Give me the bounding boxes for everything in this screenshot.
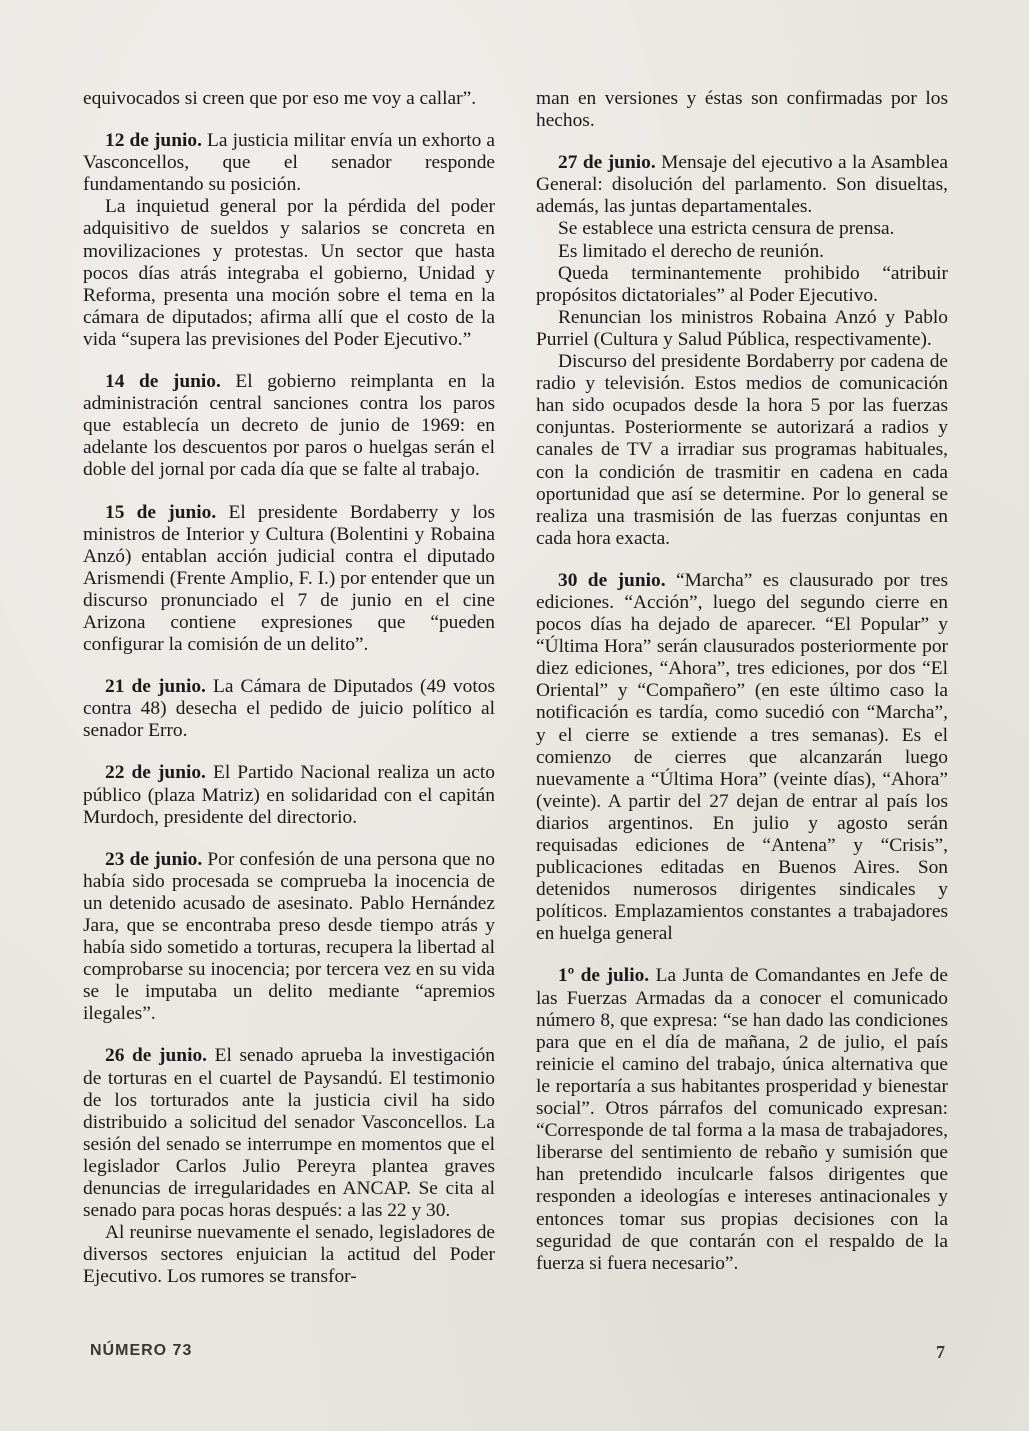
entry-text: Mensaje del ejecutivo a la Asamblea General: disolución del parlamento. Son disueltas, además, las juntas departamentales.: [536, 152, 948, 218]
chronology-entry: [83, 130, 495, 196]
entry-date: 15 de junio.: [105, 501, 217, 523]
chronology-entry: [83, 502, 495, 657]
paragraph: Queda terminantemente prohibido “atribuir propósitos dictatoriales” al Poder Ejecutivo.: [536, 262, 948, 306]
paragraph: man en versiones y éstas son confirmadas por los hechos.: [536, 88, 948, 132]
chronology-entry: [83, 371, 495, 481]
paragraph: Renuncian los ministros Robaina Anzó y Pablo Purriel (Cultura y Salud Pública, respectivamente).: [536, 306, 948, 350]
page-number: 7: [936, 1342, 946, 1362]
paragraph: Es limitado el derecho de reunión.: [558, 240, 824, 262]
entry-text: La Junta de Comandantes en Jefe de las Fuerzas Armadas da a conocer el comunicado número 8, que expresa: “se han dado las condiciones para que en el día de mañana, 2 de julio, el país reinicie el camino del trabajo, única alternativa que le reportaría a sus habitantes prosperidad y bienestar social”. Otros párrafos del comunicado expresan: “Corresponde de tal forma a la masa de trabajadores, liberarse del sentimiento de rebaño y sumisión que han pretendido inculcarle falsos dirigentes que responden a ideologías e intereses antinacionales y entonces tomar sus propias decisiones con la seguridad de que contarán con el respaldo de la fuerza si fuera necesario”.: [536, 965, 948, 1274]
entry-text: El presidente Bordaberry y los ministros de Interior y Cultura (Bolentini y Robaina Anzó) entablan acción judicial contra el diputado Arismendi (Frente Amplio, F. I.) por entender que un discurso pronunciado el 7 de junio en el cine Arizona contiene expresiones que “pueden configurar la comisión de un delito”.: [83, 501, 495, 656]
right-column: [536, 88, 948, 1275]
entry-text: La Cámara de Diputados (49 votos contra 48) desecha el pedido de juicio político al senador Erro.: [83, 676, 495, 742]
entry-date: 30 de junio.: [558, 569, 666, 591]
paragraph: Discurso del presidente Bordaberry por cadena de radio y televisión. Estos medios de comunicación han sido ocupados desde la hora 5 por las fuerzas conjuntas. Posteriormente se autorizará a radios y canales de TV a irradiar sus programas habituales, con la condición de trasmitir en cadena en cada oportunidad que así se determine. Por lo general se realiza una trasmisión de las fuerzas conjuntas en cada hora exacta.: [536, 351, 948, 549]
entry-text: “Marcha” es clausurado por tres ediciones. “Acción”, luego del segundo cierre en pocos días ha dejado de aparecer. “El Popular” y “Última Hora” serán clausurados posteriormente por diez ediciones, “Ahora”, tres ediciones, por dos “El Oriental” y “Compañero” (en este último caso la notificación es tardía, como sucedió con “Marcha”, y el cierre se extiende a tres semanas). Es el comienzo de cierres que alcanzarán luego nuevamente a “Última Hora” (veinte días), “Ahora” (veinte). A partir del 27 dejan de entrar al país los diarios argentinos. En julio y agosto serán requisadas ediciones de “Antena” y “Crisis”, publicaciones editadas en Buenos Aires. Son detenidos numerosos dirigentes sindicales y políticos. Emplazamientos constantes a trabajadores en huelga general: [536, 569, 949, 945]
chronology-entry: [83, 1045, 495, 1222]
entry-date: 26 de junio.: [105, 1045, 207, 1067]
entry-date: 23 de junio.: [105, 848, 203, 870]
entry-date: 12 de junio.: [105, 130, 202, 152]
entry-date: 22 de junio.: [105, 762, 206, 784]
paragraph: La inquietud general por la pérdida del poder adquisitivo de sueldos y salarios se concreta en movilizaciones y protestas. Un sector que hasta pocos días atrás integraba el gobierno, Unidad y Reforma, presenta una moción sobre el tema en la cámara de diputados; afirma allí que el costo de la vida “supera las previsiones del Poder Ejecutivo.”: [83, 196, 495, 350]
chronology-entry: [536, 152, 948, 218]
paragraph: equivocados si creen que por eso me voy a callar”.: [83, 88, 477, 109]
entry-date: 27 de junio.: [558, 152, 656, 174]
entry-text: La justicia militar envía un exhorto a Vasconcellos, que el senador responde fundamentando su posición.: [83, 130, 495, 196]
entry-date: 1º de julio.: [558, 965, 650, 987]
entry-text: El Partido Nacional realiza un acto público (plaza Matriz) en solidaridad con el capitán Murdoch, presidente del directorio.: [83, 762, 495, 828]
chronology-entry: [536, 570, 948, 946]
entry-date: 21 de junio.: [105, 676, 206, 698]
entry-text: Por confesión de una persona que no había sido procesada se comprueba la inocencia de un detenido acusado de asesinato. Pablo Hernández Jara, que se encontraba preso desde tiempo atrás y había sido sometido a torturas, recupera la libertad al comprobarse su inocencia; por tercera vez en su vida se le imputaba un delito mediante “apremios ilegales”.: [83, 848, 495, 1025]
chronology-entry: [536, 965, 948, 1274]
entry-date: 14 de junio.: [105, 371, 221, 393]
chronology-entry: [83, 676, 495, 742]
paragraph: Se establece una estricta censura de prensa.: [558, 218, 895, 240]
left-column: [83, 88, 495, 1289]
entry-text: El gobierno reimplanta en la administración central sanciones contra los paros que establecía un decreto de junio de 1969: en adelante los descuentos por paros o huelgas serán el doble del jornal por cada día que se falte al trabajo.: [83, 371, 496, 481]
chronology-entry: [83, 849, 495, 1026]
chronology-entry: [83, 762, 495, 828]
paragraph: Al reunirse nuevamente el senado, legisladores de diversos sectores enjuician la actitud del Poder Ejecutivo. Los rumores se transfor-: [83, 1222, 495, 1288]
issue-number: NÚMERO 73: [90, 1342, 193, 1359]
entry-text: El senado aprueba la investigación de torturas en el cuartel de Paysandú. El testimonio de los torturados ante la justicia civil ha sido distribuido a solicitud del senador Vasconcellos. La sesión del senado se interrumpe en momentos que el legislador Carlos Julio Pereyra plantea graves denuncias de irregularidades en ANCAP. Se cita al senado para pocas horas después: a las 22 y 30.: [83, 1045, 495, 1222]
